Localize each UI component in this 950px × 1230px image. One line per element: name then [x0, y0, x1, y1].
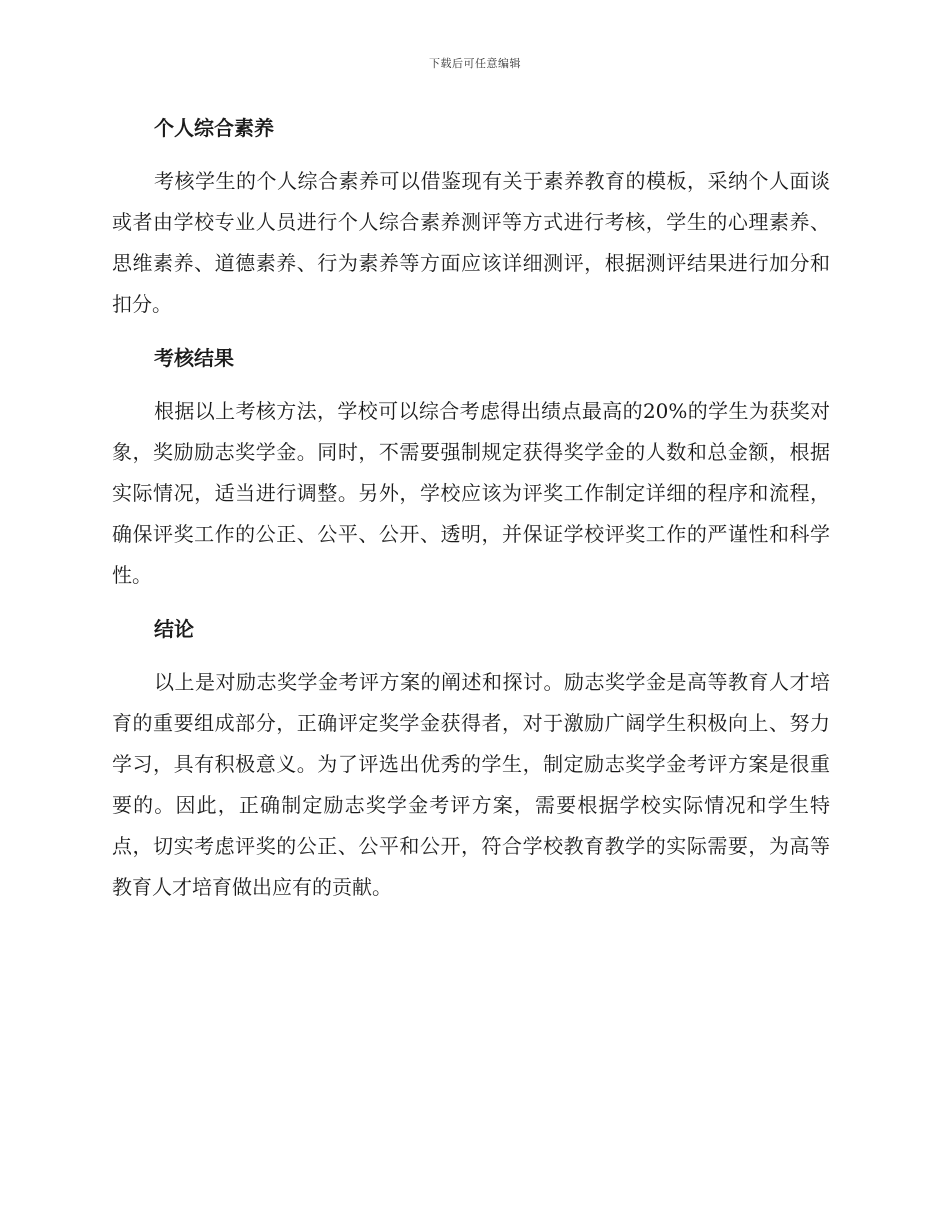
section-heading: 个人综合素养 — [154, 116, 274, 140]
section-paragraph: 根据以上考核方法，学校可以综合考虑得出绩点最高的20%的学生为获奖对象，奖励励志奖学金。同时，不需要强制规定获得奖学金的人数和总金额，根据实际情况，适当进行调整。另外，学校应该为评奖工作制定详细的程序和流程，确保评奖工作的公正、公平、公开、透明，并保证学校评奖工作的严谨性和科学性。 — [112, 399, 830, 587]
section-personal-quality — [112, 108, 830, 325]
section-assessment-result — [112, 338, 830, 596]
document-body — [112, 108, 830, 921]
section-heading: 结论 — [154, 617, 194, 641]
page-header-note: 下载后可任意编辑 — [429, 57, 521, 70]
section-paragraph: 以上是对励志奖学金考评方案的阐述和探讨。励志奖学金是高等教育人才培育的重要组成部分，正确评定奖学金获得者，对于激励广阔学生积极向上、努力学习，具有积极意义。为了评选出优秀的学生，制定励志奖学金考评方案是很重要的。因此，正确制定励志奖学金考评方案，需要根据学校实际情况和学生特点，切实考虑评奖的公正、公平和公开，符合学校教育教学的实际需要，为高等教育人才培育做出应有的贡献。 — [112, 670, 830, 899]
section-conclusion — [112, 609, 830, 908]
section-heading: 考核结果 — [154, 346, 234, 370]
section-paragraph: 考核学生的个人综合素养可以借鉴现有关于素养教育的模板，采纳个人面谈或者由学校专业人员进行个人综合素养测评等方式进行考核，学生的心理素养、思维素养、道德素养、行为素养等方面应该详细测评，根据测评结果进行加分和扣分。 — [112, 169, 830, 316]
